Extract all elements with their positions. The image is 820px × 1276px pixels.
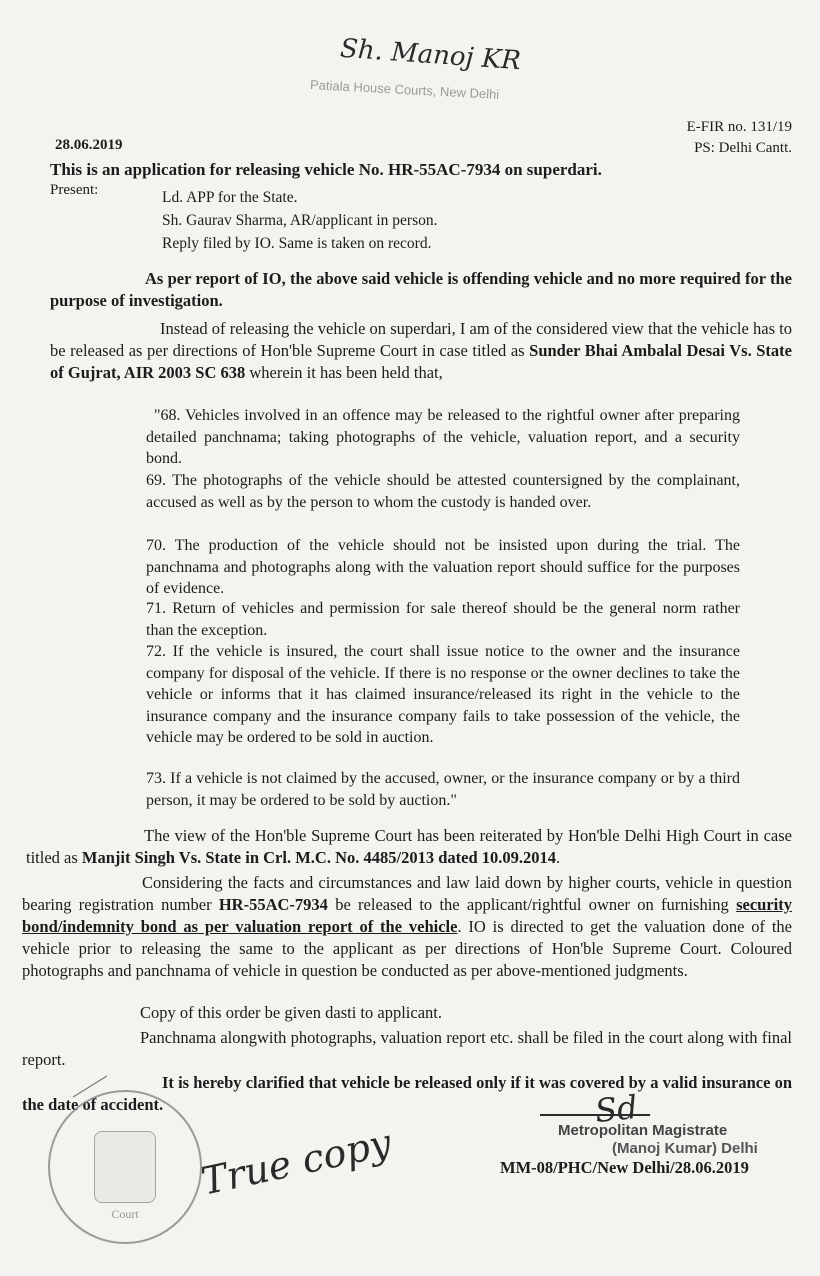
designation: Metropolitan Magistrate xyxy=(558,1122,728,1139)
order-subject: This is an application for releasing vehicle No. HR-55AC-7934 on superdari. xyxy=(50,160,602,179)
paragraph-insurance-clarification: It is hereby clarified that vehicle be released only if it was covered by a valid insurance on the date of accident. xyxy=(22,1073,792,1114)
efir-number: E-FIR no. 131/19 xyxy=(686,119,792,135)
handwritten-name: Sh. Manoj KR xyxy=(339,33,522,77)
bond-requirement: security bond/indemnity bond as per valuation report of the vehicle xyxy=(22,895,792,936)
emblem-icon xyxy=(94,1131,156,1203)
paragraph-text: wherein it has been held that, xyxy=(245,363,443,382)
signature-sd: Sd xyxy=(593,1087,640,1131)
police-station: PS: Delhi Cantt. xyxy=(694,140,792,156)
present-list xyxy=(162,186,438,255)
quote-68: "68. Vehicles involved in an offence may be released to the rightful owner after preparing detailed panchnama; taking photographs of the vehicle, valuation report, and a security bond. xyxy=(146,407,740,467)
paragraph-text: . IO is directed to get the valuation done of the vehicle prior to releasing the same to the applicant as per directions of Hon'ble Supreme Court. Coloured photographs and panchnama of vehicle in question be conducted as per above-mentioned judgments. xyxy=(22,917,793,980)
paragraph-panchnama: Panchnama alongwith photographs, valuation report etc. shall be filed in the court along with final report. xyxy=(22,1028,792,1069)
magistrate-name: (Manoj Kumar) Delhi xyxy=(612,1140,758,1157)
present-item: Reply filed by IO. Same is taken on record. xyxy=(162,235,432,252)
true-copy-annotation: True copy xyxy=(197,1120,395,1204)
seal-label: Court xyxy=(111,1207,139,1221)
quote-72: 72. If the vehicle is insured, the court shall issue notice to the owner and the insurance company for disposal of the vehicle. If there is no response or the owner declines to take the vehicle or informs that it has claimed insurance/released its right in the vehicle to the insurance company and the insurance company fails to take possession of the vehicle, the vehicle may be ordered to be sold in auction. xyxy=(146,643,740,746)
paragraph-text: . xyxy=(556,848,561,867)
registration-number: HR-55AC-7934 xyxy=(218,895,328,914)
court-seal xyxy=(48,1090,202,1244)
paragraph-high-court xyxy=(26,825,792,869)
case-citation: Manjit Singh Vs. State in Crl. M.C. No. 4485/2013 dated 10.09.2014 xyxy=(81,848,556,867)
present-item: Sh. Gaurav Sharma, AR/applicant in person. xyxy=(162,212,438,229)
paragraph-io-report: As per report of IO, the above said vehicle is offending vehicle and no more required for the purpose of investigation. xyxy=(50,269,792,310)
paragraph-text: The view of the Hon'ble Supreme Court has been reiterated by Hon'ble Delhi High Court in case titled as xyxy=(26,826,792,867)
paragraph-release-order xyxy=(22,872,792,982)
order-date: 28.06.2019 xyxy=(55,137,123,153)
case-citation: Sunder Bhai Ambalal Desai Vs. State of Gujrat, AIR 2003 SC 638 xyxy=(50,341,792,382)
quote-73: 73. If a vehicle is not claimed by the accused, owner, or the insurance company or by a third person, it may be ordered to be sold by auction." xyxy=(146,770,740,809)
paragraph-text: Instead of releasing the vehicle on superdari, I am of the considered view that the vehicle has to be released as per directions of Hon'ble Supreme Court in case titled as xyxy=(50,319,792,360)
paragraph-supreme-court xyxy=(50,318,792,384)
quote-70: 70. The production of the vehicle should not be insisted upon during the trial. The panchnama and photographs along with the valuation report should suffice for the purposes of evidence. xyxy=(146,537,740,597)
quote-69: 69. The photographs of the vehicle should be attested countersigned by the complainant, accused as well as by the person to whom the custody is handed over. xyxy=(146,472,740,511)
case-reference xyxy=(687,117,792,159)
present-label: Present: xyxy=(50,182,99,198)
court-reference: MM-08/PHC/New Delhi/28.06.2019 xyxy=(500,1158,749,1177)
court-stamp-line: Patiala House Courts, New Delhi xyxy=(309,77,500,102)
paragraph-text: be released to the applicant/rightful owner on furnishing xyxy=(327,895,737,914)
paragraph-copy-order: Copy of this order be given dasti to applicant. xyxy=(140,1003,442,1022)
present-item: Ld. APP for the State. xyxy=(162,189,298,206)
quote-71: 71. Return of vehicles and permission for sale thereof should be the general norm rather than the exception. xyxy=(146,600,740,639)
paragraph-text: Considering the facts and circumstances and law laid down by higher courts, vehicle in question bearing registration number xyxy=(22,873,792,914)
